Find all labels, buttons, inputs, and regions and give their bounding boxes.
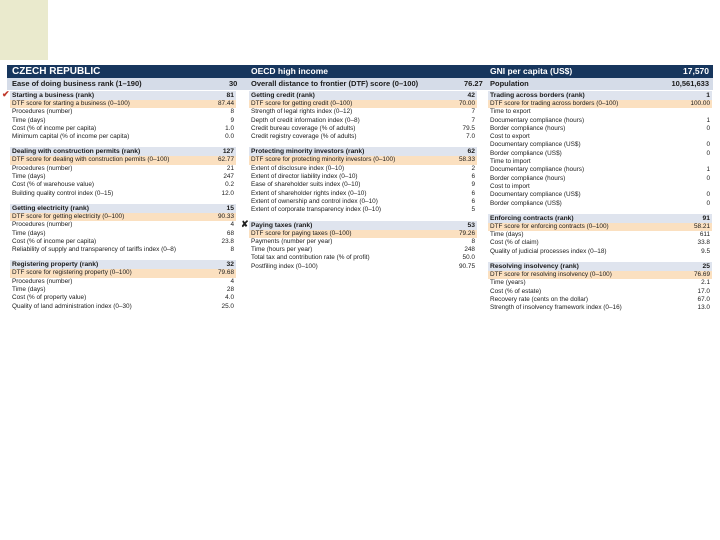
section-header	[488, 214, 712, 223]
indicator-label: Cost to export	[490, 133, 530, 141]
indicator-label: Time (hours per year)	[251, 246, 313, 254]
population-value: 10,561,633	[671, 79, 709, 88]
section-rank: 32	[226, 261, 234, 269]
indicator-label: Strength of legal rights index (0–12)	[251, 108, 353, 116]
indicator-label: Cost (% of income per capita)	[12, 124, 97, 132]
dtf-label: Overall distance to frontier (DTF) score (0–100)	[251, 79, 419, 88]
indicator-value: 12.0	[221, 189, 234, 197]
indicator-value: 0	[706, 191, 710, 199]
indicator-label: Time to import	[490, 158, 531, 166]
section-header	[10, 147, 236, 156]
indicator-label: Procedures (number)	[12, 108, 73, 116]
indicator-value: 0	[706, 149, 710, 157]
dtf-score-row	[249, 230, 477, 238]
indicator-row	[10, 108, 236, 116]
indicator-row	[10, 117, 236, 125]
section-header	[488, 262, 712, 271]
indicator-row	[10, 294, 236, 302]
indicator-value: 0	[706, 141, 710, 149]
indicator-label: Time to export	[490, 108, 531, 116]
indicator-value: 67.0	[697, 295, 710, 303]
indicator-row	[249, 198, 477, 206]
indicator-value: 9	[471, 181, 475, 189]
column-right	[488, 91, 712, 319]
indicator-section-getting-electricity	[10, 204, 236, 254]
indicator-section-starting-a-business	[2, 89, 236, 141]
indicator-label: Depth of credit information index (0–8)	[251, 116, 360, 124]
indicator-row	[10, 173, 236, 181]
indicator-row	[10, 221, 236, 229]
indicator-value: 247	[223, 173, 234, 181]
indicator-value: 0.0	[225, 133, 234, 141]
indicator-label: DTF score for resolving insolvency (0–100)	[490, 271, 612, 279]
indicator-row	[249, 181, 477, 189]
indicator-value: 7	[471, 116, 475, 124]
indicator-value: 6	[471, 197, 475, 205]
indicator-label: DTF score for enforcing contracts (0–100)	[490, 222, 609, 230]
indicator-label: Ease of shareholder suits index (0–10)	[251, 181, 361, 189]
indicator-row	[488, 304, 712, 312]
indicator-section-resolving-insolvency	[488, 262, 712, 312]
indicator-row	[249, 133, 477, 141]
indicator-value: 1.0	[225, 124, 234, 132]
indicator-value: 21	[226, 164, 234, 172]
indicator-label: Quality of judicial processes index (0–18)	[490, 247, 607, 255]
indicator-value: 0	[706, 174, 710, 182]
section-rank: 1	[706, 92, 710, 99]
section-rank: 91	[702, 214, 710, 222]
dtf-score-row	[249, 100, 477, 108]
indicator-value: 23.8	[221, 237, 234, 245]
indicator-row	[488, 175, 712, 183]
indicator-label: Border compliance (US$)	[490, 149, 562, 157]
indicator-value: 90.33	[218, 212, 234, 220]
indicator-value: 1	[706, 116, 710, 124]
indicator-section-trading-across-borders	[488, 91, 712, 208]
indicator-label: Procedures (number)	[12, 164, 73, 172]
dtf-value: 76.27	[464, 79, 483, 88]
indicator-row	[488, 125, 712, 133]
indicator-row	[249, 238, 477, 246]
dtf-score-row	[488, 100, 712, 108]
indicator-value: 4.0	[225, 294, 234, 302]
indicator-value: 58.21	[694, 222, 710, 230]
dtf-score-row	[10, 100, 236, 108]
indicator-label: Procedures (number)	[12, 277, 73, 285]
dtf-score-row	[10, 213, 236, 221]
section-header	[10, 260, 236, 269]
section-header	[488, 91, 712, 100]
section-header	[241, 218, 477, 230]
indicator-label: DTF score for paying taxes (0–100)	[251, 229, 352, 237]
indicator-value: 87.44	[218, 100, 234, 107]
indicator-row	[488, 248, 712, 256]
income-group: OECD high income	[251, 66, 328, 76]
indicator-label: Documentary compliance (hours)	[490, 116, 585, 124]
indicator-row	[10, 165, 236, 173]
indicator-label: Border compliance (US$)	[490, 199, 562, 207]
section-header	[249, 147, 477, 156]
section-title: Enforcing contracts (rank)	[490, 214, 574, 222]
indicator-value: 1	[706, 166, 710, 174]
dtf-score-row	[10, 269, 236, 277]
indicator-value: 58.33	[459, 156, 475, 164]
indicator-value: 2	[471, 164, 475, 172]
indicator-label: Documentary compliance (US$)	[490, 191, 581, 199]
indicator-section-getting-credit	[249, 91, 477, 141]
indicator-value: 8	[230, 246, 234, 254]
indicator-label: Time (days)	[490, 231, 524, 239]
indicator-value: 79.68	[218, 269, 234, 277]
indicator-value: 2.1	[701, 279, 710, 287]
indicator-value: 4	[230, 221, 234, 229]
indicator-value: 76.69	[694, 271, 710, 279]
indicator-row	[249, 165, 477, 173]
dtf-score-row	[488, 223, 712, 231]
indicator-label: Cost (% of claim)	[490, 239, 539, 247]
indicator-value: 68	[226, 229, 234, 237]
dtf-score-row	[10, 156, 236, 164]
indicator-section-paying-taxes	[241, 218, 477, 271]
indicator-row	[488, 183, 712, 191]
indicator-row	[249, 108, 477, 116]
indicator-label: DTF score for protecting minority investors (0–100)	[251, 156, 396, 164]
indicator-value: 6	[471, 173, 475, 181]
indicator-row	[488, 288, 712, 296]
section-rank: 127	[222, 148, 234, 156]
section-title: Getting credit (rank)	[251, 92, 315, 99]
section-title: Resolving insolvency (rank)	[490, 263, 579, 271]
indicator-label: Cost (% of property value)	[12, 294, 87, 302]
indicator-label: Extent of director liability index (0–10)	[251, 173, 358, 181]
indicator-value: 7.0	[466, 133, 475, 141]
indicator-row	[10, 125, 236, 133]
indicator-section-dealing-with-construction-permits	[10, 147, 236, 197]
indicator-value: 8	[471, 237, 475, 245]
section-rank: 81	[226, 92, 234, 99]
section-title: Dealing with construction permits (rank)	[12, 148, 141, 156]
indicator-row	[488, 231, 712, 239]
indicator-label: Total tax and contribution rate (% of profit)	[251, 254, 370, 262]
indicator-row	[249, 246, 477, 254]
indicator-value: 79.26	[459, 229, 475, 237]
indicator-value: 79.5	[462, 124, 475, 132]
indicator-value: 13.0	[697, 304, 710, 312]
section-rank: 15	[226, 204, 234, 212]
indicator-label: DTF score for getting credit (0–100)	[251, 100, 353, 107]
indicator-label: DTF score for registering property (0–100)	[12, 269, 132, 277]
indicator-label: Border compliance (hours)	[490, 174, 566, 182]
section-title: Registering property (rank)	[12, 261, 99, 269]
section-header	[249, 91, 477, 100]
summary-bar	[7, 78, 713, 90]
indicator-row	[249, 125, 477, 133]
indicator-row	[249, 117, 477, 125]
indicator-value: 8	[230, 108, 234, 116]
indicator-label: Postfiling index (0–100)	[251, 262, 318, 270]
indicator-label: DTF score for starting a business (0–100)	[12, 100, 130, 107]
column-left	[2, 89, 236, 317]
indicator-row	[10, 238, 236, 246]
section-rank: 25	[702, 263, 710, 271]
indicator-label: Credit registry coverage (% of adults)	[251, 133, 357, 141]
indicator-row	[10, 190, 236, 198]
gni-value: 17,570	[683, 66, 709, 76]
indicator-row	[10, 133, 236, 141]
indicator-row	[488, 158, 712, 166]
indicator-value: 100.00	[690, 100, 710, 107]
indicator-value: 90.75	[459, 262, 475, 270]
indicator-value: 0	[706, 199, 710, 207]
indicator-label: Procedures (number)	[12, 221, 73, 229]
indicator-row	[488, 239, 712, 247]
indicator-label: Extent of shareholder rights index (0–10)	[251, 189, 367, 197]
indicator-value: 248	[464, 246, 475, 254]
indicator-label: Time (years)	[490, 279, 526, 287]
indicator-label: Minimum capital (% of income per capita)	[12, 133, 130, 141]
indicator-value: 17.0	[697, 287, 710, 295]
indicator-value: 28	[226, 286, 234, 294]
indicator-value: 6	[471, 189, 475, 197]
column-middle	[241, 91, 477, 277]
indicator-value: 0.2	[225, 181, 234, 189]
section-rank: 53	[467, 221, 475, 229]
indicator-value: 7	[471, 108, 475, 116]
indicator-label: Credit bureau coverage (% of adults)	[251, 124, 356, 132]
indicator-label: Recovery rate (cents on the dollar)	[490, 295, 589, 303]
indicator-row	[249, 190, 477, 198]
indicator-label: Border compliance (hours)	[490, 124, 566, 132]
population-label: Population	[490, 79, 529, 88]
decorative-square	[0, 0, 48, 60]
indicator-row	[488, 117, 712, 125]
indicator-row	[488, 108, 712, 116]
indicator-value: 9.5	[701, 247, 710, 255]
section-rank: 62	[467, 148, 475, 156]
indicator-label: Cost (% of estate)	[490, 287, 542, 295]
indicator-row	[249, 254, 477, 262]
indicator-label: Payments (number per year)	[251, 237, 333, 245]
section-title: Protecting minority investors (rank)	[251, 148, 365, 156]
indicator-row	[488, 141, 712, 149]
indicator-row	[488, 166, 712, 174]
indicator-label: Extent of corporate transparency index (0–10)	[251, 206, 382, 214]
indicator-value: 70.00	[459, 100, 475, 107]
indicator-label: Documentary compliance (US$)	[490, 141, 581, 149]
indicator-row	[488, 150, 712, 158]
indicator-label: Time (days)	[12, 173, 46, 181]
indicator-value: 0	[706, 124, 710, 132]
indicator-section-protecting-minority-investors	[249, 147, 477, 214]
indicator-label: Time (days)	[12, 116, 46, 124]
cross-icon: ✘	[241, 218, 249, 229]
ease-value: 30	[229, 79, 238, 88]
gni-label: GNI per capita (US$)	[490, 66, 573, 76]
indicator-label: Extent of ownership and control index (0–10)	[251, 197, 378, 205]
indicator-label: Cost (% of income per capita)	[12, 237, 97, 245]
indicator-value: 33.8	[697, 239, 710, 247]
indicator-value: 9	[230, 116, 234, 124]
indicator-row	[249, 206, 477, 214]
indicator-value: 62.77	[218, 156, 234, 164]
section-title: Trading across borders (rank)	[490, 92, 585, 99]
indicator-value: 25.0	[221, 302, 234, 310]
indicator-label: Extent of disclosure index (0–10)	[251, 164, 345, 172]
section-title: Starting a business (rank)	[12, 92, 95, 99]
indicator-row	[10, 286, 236, 294]
indicator-row	[488, 133, 712, 141]
country-name: CZECH REPUBLIC	[12, 66, 101, 77]
indicator-value: 5	[471, 206, 475, 214]
indicator-row	[10, 181, 236, 189]
indicator-label: Cost to import	[490, 182, 530, 190]
checkmark-icon: ✔	[2, 89, 10, 99]
indicator-label: Quality of land administration index (0–30)	[12, 302, 132, 310]
indicator-row	[249, 173, 477, 181]
dtf-score-row	[488, 271, 712, 279]
indicator-row	[10, 278, 236, 286]
indicator-row	[10, 230, 236, 238]
indicator-row	[10, 303, 236, 311]
indicator-label: Reliability of supply and transparency of tariffs index (0–8)	[12, 246, 176, 254]
indicator-label: Documentary compliance (hours)	[490, 166, 585, 174]
indicator-label: DTF score for trading across borders (0–100)	[490, 100, 619, 107]
indicator-value: 4	[230, 277, 234, 285]
indicator-section-registering-property	[10, 260, 236, 310]
ease-label: Ease of doing business rank (1–190)	[12, 79, 142, 88]
indicator-label: Time (days)	[12, 229, 46, 237]
indicator-row	[488, 279, 712, 287]
indicator-row	[249, 263, 477, 271]
indicator-value: 611	[699, 231, 710, 239]
section-rank: 42	[467, 92, 475, 99]
indicator-row	[10, 246, 236, 254]
indicator-label: DTF score for getting electricity (0–100)	[12, 212, 125, 220]
indicator-row	[488, 200, 712, 208]
indicator-section-enforcing-contracts	[488, 214, 712, 256]
dtf-score-row	[249, 156, 477, 164]
section-title: Getting electricity (rank)	[12, 204, 89, 212]
indicator-label: DTF score for dealing with construction permits (0–100)	[12, 156, 170, 164]
indicator-label: Cost (% of warehouse value)	[12, 181, 95, 189]
indicator-label: Building quality control index (0–15)	[12, 189, 114, 197]
section-header	[2, 89, 236, 100]
indicator-label: Strength of insolvency framework index (0–16)	[490, 304, 622, 312]
header-bar	[7, 65, 713, 78]
indicator-row	[488, 191, 712, 199]
country-profile-table	[2, 65, 713, 462]
indicator-value: 50.0	[462, 254, 475, 262]
indicator-label: Time (days)	[12, 286, 46, 294]
section-title: Paying taxes (rank)	[251, 221, 313, 229]
section-header	[10, 204, 236, 213]
indicator-row	[488, 296, 712, 304]
